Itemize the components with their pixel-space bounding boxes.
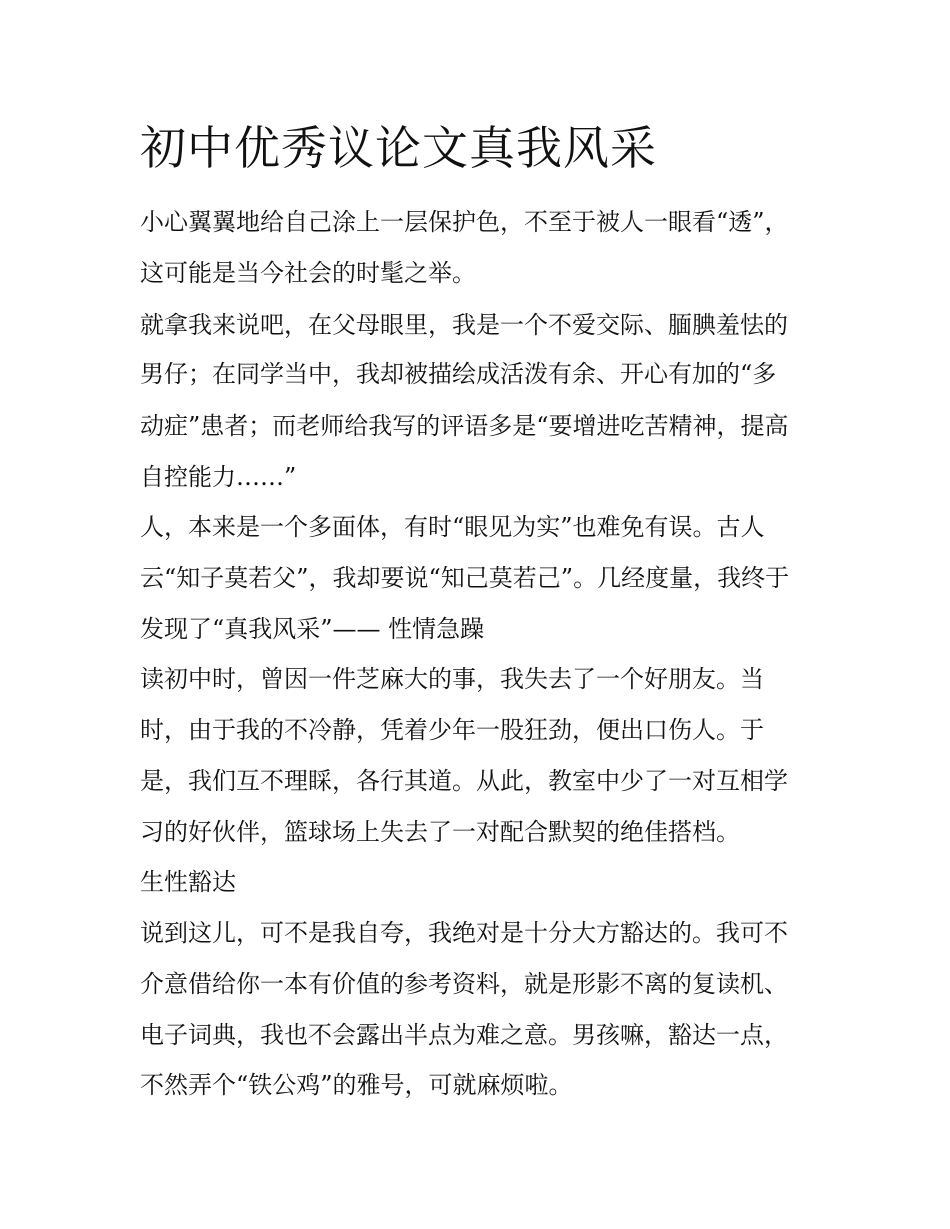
paragraph-4-line-3: 是，我们互不理睬，各行其道。从此，教室中少了一对互相学	[140, 767, 788, 795]
paragraph-3-line-1: 人，本来是一个多面体，有时“眼见为实”也难免有误。古人	[140, 513, 765, 541]
paragraph-4-line-2: 时，由于我的不冷静，凭着少年一股狂劲，便出口伤人。于	[140, 716, 764, 744]
paragraph-3-line-3: 发现了“真我风采”—— 性情急躁	[140, 615, 485, 643]
document-title: 初中优秀议论文真我风采	[140, 121, 657, 175]
paragraph-2-line-4: 自控能力……”	[140, 463, 297, 491]
paragraph-6-line-2: 介意借给你一本有价值的参考资料，就是形影不离的复读机、	[140, 970, 788, 998]
paragraph-2-line-3: 动症”患者；而老师给我写的评语多是“要增进吃苦精神，提高	[140, 412, 789, 440]
paragraph-6-line-4: 不然弄个“铁公鸡”的雅号，可就麻烦啦。	[140, 1071, 573, 1099]
paragraph-4-line-1: 读初中时，曾因一件芝麻大的事，我失去了一个好朋友。当	[140, 665, 764, 693]
paragraph-6-line-1: 说到这儿，可不是我自夸，我绝对是十分大方豁达的。我可不	[140, 919, 788, 947]
paragraph-2-line-2: 男仔；在同学当中，我却被描绘成活泼有余、开心有加的“多	[140, 360, 777, 388]
paragraph-5-line-1: 生性豁达	[140, 868, 236, 896]
paragraph-1-line-2: 这可能是当今社会的时髦之举。	[140, 259, 476, 287]
paragraph-3-line-2: 云“知子莫若父”，我却要说“知己莫若己”。几经度量，我终于	[140, 564, 790, 592]
paragraph-1-line-1: 小心翼翼地给自己涂上一层保护色，不至于被人一眼看“透”，	[140, 208, 789, 236]
paragraph-4-line-4: 习的好伙伴，篮球场上失去了一对配合默契的绝佳搭档。	[140, 818, 740, 846]
paragraph-6-line-3: 电子词典，我也不会露出半点为难之意。男孩嘛，豁达一点，	[140, 1021, 788, 1049]
paragraph-2-line-1: 就拿我来说吧，在父母眼里，我是一个不爱交际、腼腆羞怯的	[140, 311, 788, 339]
